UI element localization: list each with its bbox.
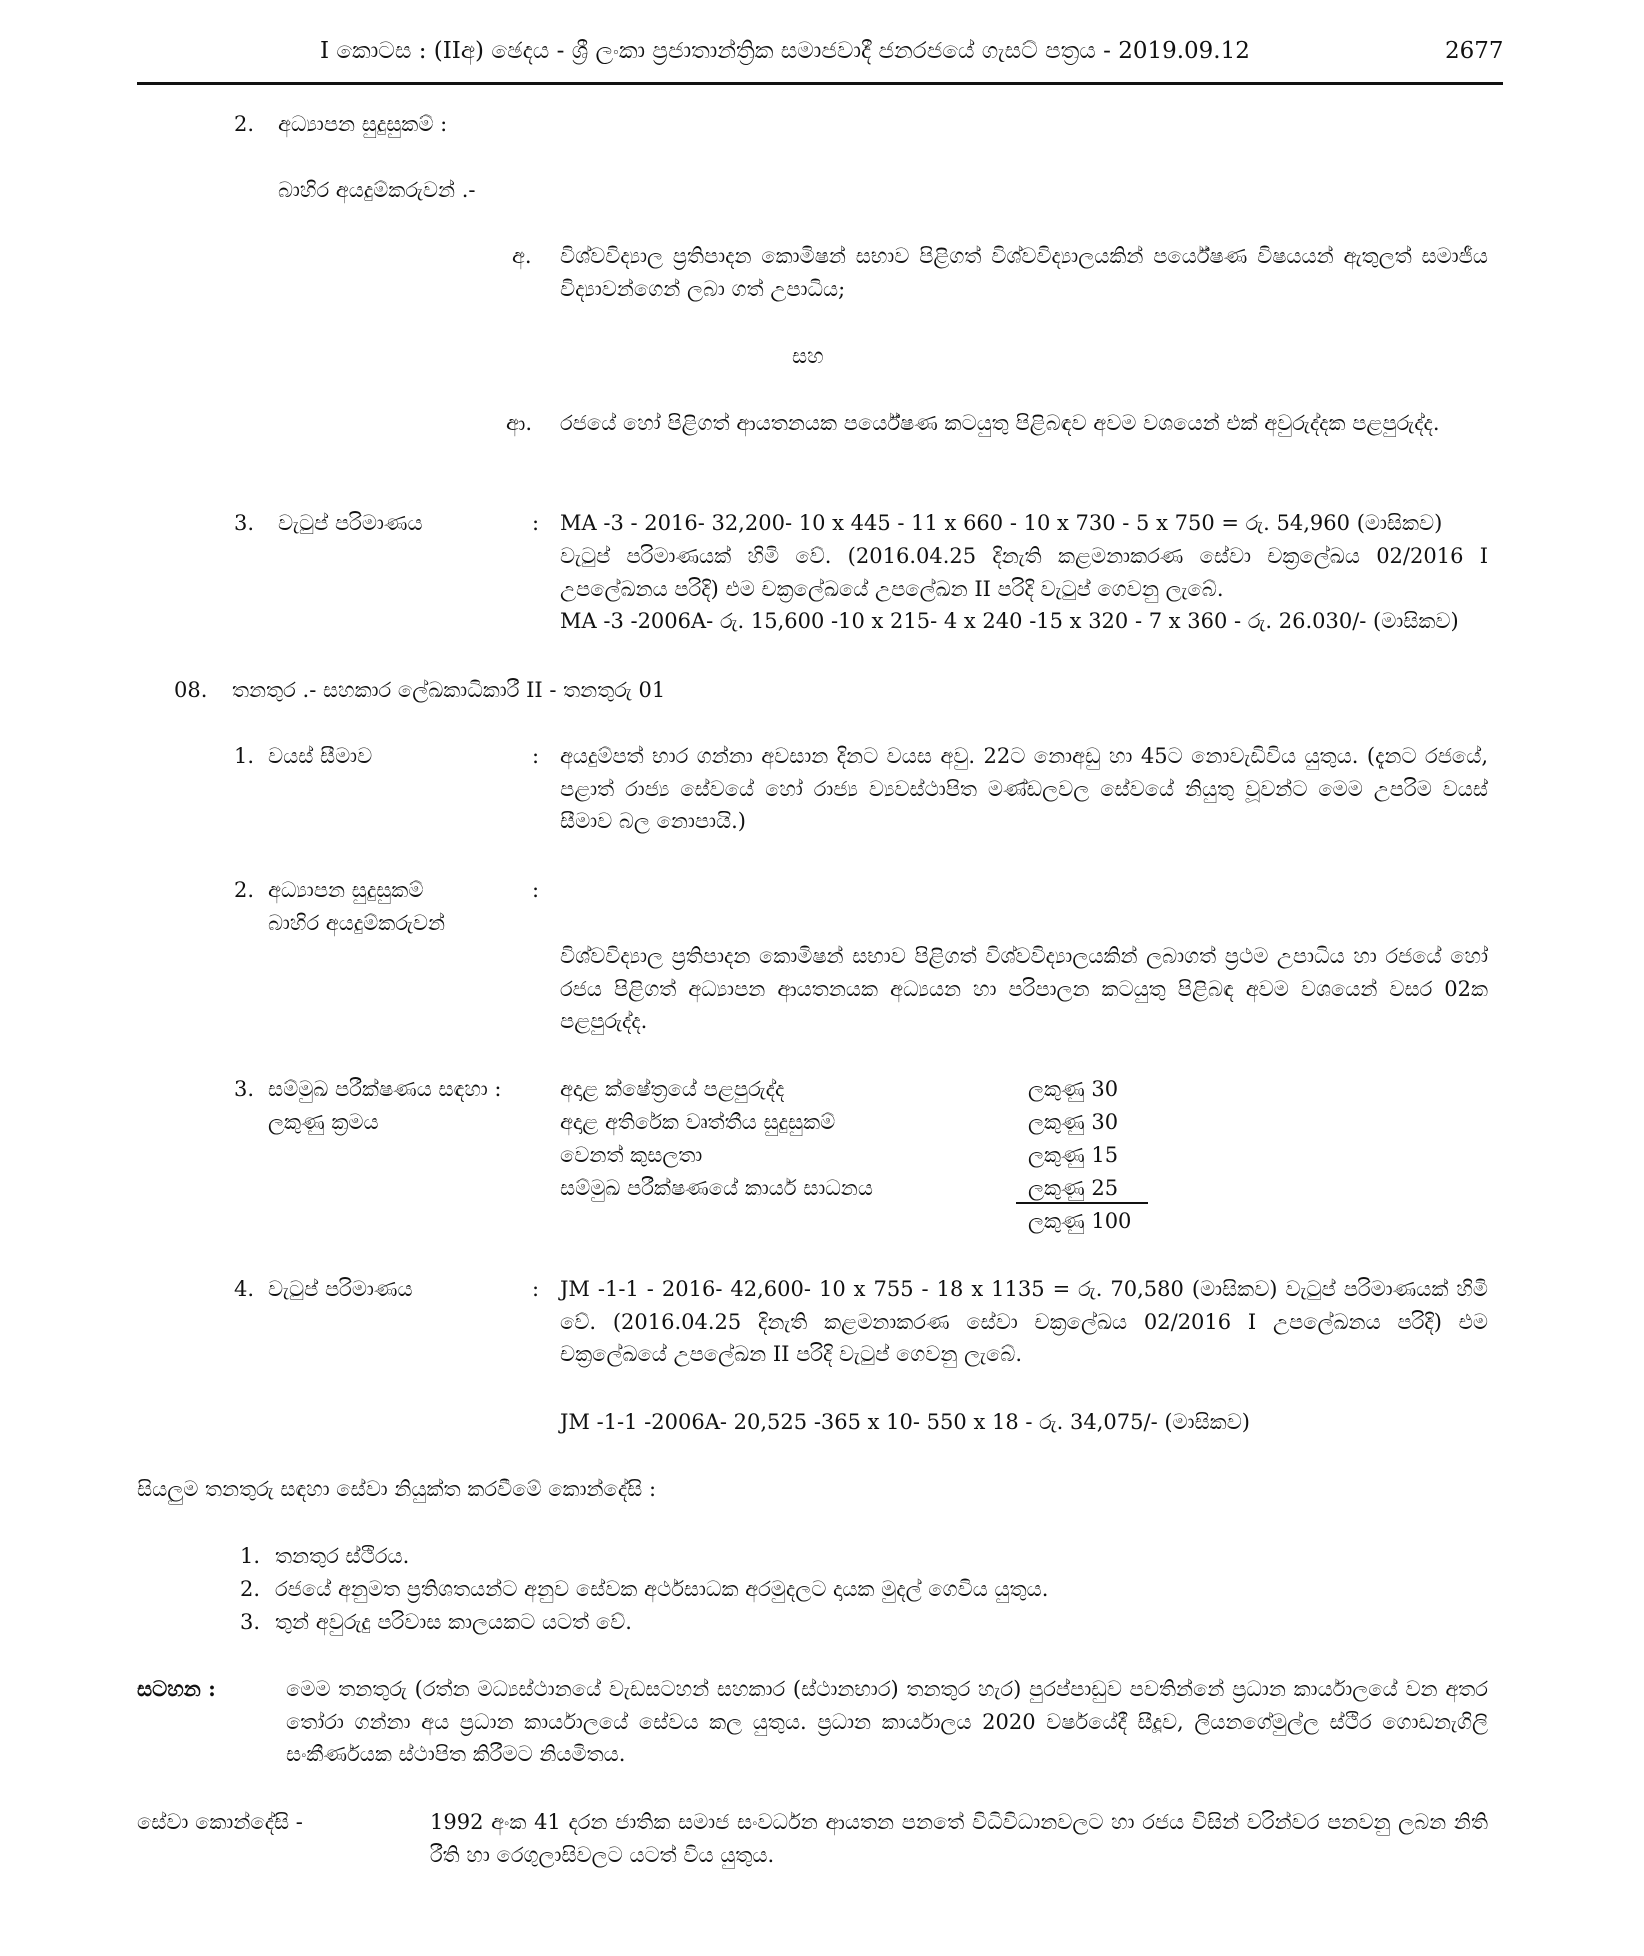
age-limit-label: වයස් සීමාව: [268, 744, 373, 768]
marks-criterion: වෙනත් කුසලතා: [560, 1143, 703, 1167]
salary-scale-number: 4.: [234, 1277, 255, 1301]
prev-salary-text: වැටුප් පරිමාණයක් හිමි වේ. (2016.04.25 දිනැති කළමනාකරණ සේවා චක්‍රලේඛය 02/2016 I උපලේඛනය පරිදි) එම චක්‍රලේඛයේ උපලේඛන II පරිදි වැටුප් ගෙවනු ලැබේ.: [560, 544, 1488, 601]
prev-salary-line1: MA -3 - 2016- 32,200- 10 x 445 - 11 x 660 - 10 x 730 - 5 x 750 = රු. 54,960 (මාසිකව): [560, 511, 1443, 535]
condition-number: 2.: [240, 1577, 261, 1601]
marks-criterion: අදාළ අතිරේක වෘත්තීය සුදුසුකම්: [560, 1110, 836, 1134]
marks-criterion: සම්මුඛ පරීක්ෂණයේ කාර්ය සාධනය: [560, 1176, 873, 1200]
note-text: මෙම තනතුරු (රත්න මධ්‍යස්ථානයේ වැඩසටහන් සහකාර (ස්ථානභාර) තනතුර හැර) පුරප්පාඩුව පවතින්නේ ප්‍රධාන කාර්යාලයේ වන අතර තෝරා ගන්නා අය ප්‍රධාන කාර්යාලයේ සේවය කල යුතුය. ප්‍රධාන කාර්යාලය 2020 වර්ෂයේදී සීදූව, ලියනගේමුල්ල ස්ථිර ගොඩනැගිලි සංකීර්ණයක ස්ථාපිත කිරීමට නියමිතය.: [286, 1677, 1488, 1767]
marks-total-rule: [1016, 1202, 1148, 1204]
salary-scale-text: JM -1-1 - 2016- 42,600- 10 x 755 - 18 x 1135 = රු. 70,580 (මාසිකව) වැටුප් පරිමාණයක් හිමි වේ. (2016.04.25 දිනැති කළමනාකරණ සේවා චක්‍රලේඛය 02/2016 I උපලේඛනය පරිදි) එම චක්‍රලේඛයේ උපලේඛන II පරිදි වැටුප් ගෙවනු ලැබේ.: [560, 1277, 1488, 1367]
edu-qual-colon: :: [532, 878, 540, 902]
marks-value: ලකුණු 30: [1028, 1077, 1119, 1101]
edu-qual-external-label: බාහිර අයදුම්කරුවන්: [268, 911, 446, 935]
condition-number: 3.: [240, 1610, 261, 1634]
age-limit-text: අයදුම්පත් භාර ගන්නා අවසාන දිනට වයස අවු. 22ට නොඅඩු හා 45ට නොවැඩිවිය යුතුය. (දැනට රජයේ, පළාත් රාජ්‍ය සේවයේ හෝ රාජ්‍ය ව්‍යවස්ථාපිත මණ්ඩලවල සේවයේ නියුතු වූවන්ට මෙම උපරිම වයස් සීමාව බල නොපායි.): [560, 744, 1488, 834]
prev-and-word: සහ: [792, 344, 824, 368]
marking-scheme-label: සම්මුඛ පරීක්ෂණය සඳහා :: [268, 1077, 502, 1101]
service-conditions-text: 1992 අංක 41 දරන ජාතික සමාජ සංවර්ධන ආයතන පනතේ විධිවිධානවලට හා රජය විසින් වරින්වර පනවනු ලබන නිති රීති හා රෙගුලාසිවලට යටත් විය යුතුය.: [430, 1810, 1488, 1867]
conditions-heading: සියලුම තනතුරු සඳහා සේවා නියුක්ත කරවීමේ කොන්දේසි :: [137, 1477, 657, 1501]
marking-scheme-label-2: ලකුණු ක්‍රමය: [268, 1110, 379, 1134]
prev-edu-label: අධ්‍යාපන සුදුසුකම් :: [278, 112, 448, 136]
condition-text: තනතුර ස්ථිරය.: [275, 1544, 410, 1568]
salary-scale-colon: :: [532, 1277, 540, 1301]
salary-scale-label: වැටුප් පරිමාණය: [268, 1277, 413, 1301]
page-number: 2677: [1445, 38, 1504, 64]
prev-item-a-marker: අ.: [512, 244, 532, 268]
age-limit-number: 1.: [234, 744, 255, 768]
prev-salary-colon: :: [532, 511, 540, 535]
age-limit-colon: :: [532, 744, 540, 768]
service-conditions-label: සේවා කොන්දේසි -: [137, 1810, 303, 1834]
salary-scale-2006-line: JM -1-1 -2006A- 20,525 -365 x 10- 550 x 18 - රු. 34,075/- (මාසිකව): [560, 1410, 1250, 1434]
marks-value: ලකුණු 25: [1028, 1176, 1119, 1200]
marks-value: ලකුණු 30: [1028, 1110, 1119, 1134]
header-rule: [137, 82, 1503, 85]
condition-text: තුන් අවුරුදු පරිවාස කාලයකට යටත් වේ.: [275, 1610, 632, 1634]
edu-qual-label: අධ්‍යාපන සුදුසුකම්: [268, 878, 424, 902]
gazette-header-title: I කොටස : (IIඅ) ඡෙදය - ශ්‍රී ලංකා ප්‍රජාතාන්ත්‍රික සමාජවාදී ජනරජයේ ගැසට් පත්‍රය - 2019.09.12: [320, 38, 1250, 64]
marks-value: ලකුණු 15: [1028, 1143, 1119, 1167]
prev-edu-number: 2.: [234, 112, 255, 136]
prev-external-label: බාහිර අයදුම්කරුවන් .-: [278, 178, 476, 202]
prev-salary-line4: MA -3 -2006A- රු. 15,600 -10 x 215- 4 x 240 -15 x 320 - 7 x 360 - රු. 26.030/- (මාසිකව): [560, 609, 1459, 633]
marks-total: ලකුණු 100: [1028, 1209, 1132, 1233]
marking-scheme-number: 3.: [234, 1077, 255, 1101]
note-label: සටහන :: [137, 1676, 216, 1701]
edu-qual-text: විශ්වවිද්‍යාල ප්‍රතිපාදන කොමිෂන් සභාව පිළිගත් විශ්වවිද්‍යාලයකින් ලබාගත් ප්‍රථම උපාධිය හා රජයේ හෝ රජය පිළිගත් අධ්‍යාපන ආයතනයක අධ්‍යයන හා පරිපාලන කටයුතු පිළිබඳ අවම වශයෙන් වසර 02ක පළපුරුද්ද.: [560, 944, 1488, 1034]
condition-text: රජයේ අනුමත ප්‍රතිශතයන්ට අනුව සේවක අර්ථසාධක අරමුදලට දායක මුදල් ගෙවිය යුතුය.: [275, 1577, 1049, 1601]
prev-salary-number: 3.: [234, 511, 255, 535]
condition-number: 1.: [240, 1544, 261, 1568]
marks-criterion: අදාළ ක්ෂේත්‍රයේ පළපුරුද්ද: [560, 1077, 785, 1101]
prev-item-b-text: රජයේ හෝ පිළිගත් ආයතනයක පර්යේෂණ කටයුතු පිළිබඳව අවම වශයෙන් එක් අවුරුද්දක පළපුරුද්ද.: [560, 411, 1440, 435]
edu-qual-number: 2.: [234, 878, 255, 902]
prev-item-b-marker: ආ.: [506, 411, 533, 435]
prev-salary-label: වැටුප් පරිමාණය: [278, 511, 423, 535]
post-title: තනතුර .- සහකාර ලේඛකාධිකාරී II - තනතුරු 01: [232, 678, 666, 702]
prev-item-a-text: විශ්වවිද්‍යාල ප්‍රතිපාදන කොමිෂන් සභාව පිළිගත් විශ්වවිද්‍යාලයකින් පර්යේෂණ විෂයයන් ඇතුලත් සමාජීය විද්‍යාවන්ගෙන් ලබා ගත් උපාධිය;: [560, 244, 1488, 301]
post-number: 08.: [174, 678, 208, 702]
